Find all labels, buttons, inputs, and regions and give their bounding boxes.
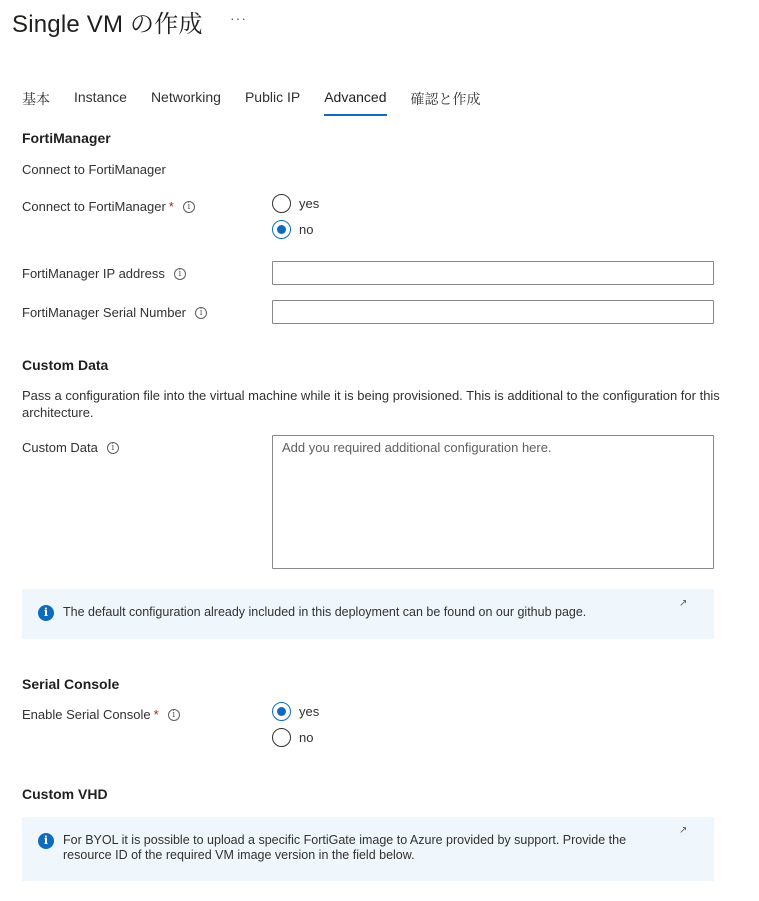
serial-console-yes-radio[interactable] [272, 702, 319, 721]
tab-review-create[interactable]: 確認と作成 [410, 91, 481, 107]
fortimanager-serial-label-text: FortiManager Serial Number [22, 305, 187, 320]
serial-console-no-radio[interactable] [272, 728, 313, 747]
connect-fortimanager-label-text: Connect to FortiManager [22, 199, 166, 214]
custom-vhd-info-text: For BYOL it is possible to upload a specific FortiGate image to Azure provided by support. Provide the resource ID of the required VM image version in the field below. [63, 833, 627, 862]
fortimanager-ip-label [22, 266, 186, 281]
required-asterisk: * [153, 707, 159, 722]
fortimanager-ip-input[interactable] [272, 261, 714, 285]
fortimanager-subtext: Connect to FortiManager [22, 162, 166, 177]
enable-serial-console-label-text: Enable Serial Console [22, 707, 151, 722]
info-icon[interactable]: i [195, 307, 207, 319]
info-icon[interactable]: i [107, 442, 119, 454]
radio-label-no: no [299, 222, 314, 237]
fortimanager-ip-label-text: FortiManager IP address [22, 266, 165, 281]
custom-data-placeholder: Add you required additional configuration here. [282, 440, 552, 455]
ellipsis-icon[interactable]: ··· [230, 10, 247, 26]
custom-data-info-text: The default configuration already included in this deployment can be found on our github page. [63, 605, 587, 619]
connect-fortimanager-yes-radio[interactable] [272, 194, 319, 213]
custom-data-description: Pass a configuration file into the virtual machine while it is being provisioned. This is additional to the configuration for this architecture. [22, 388, 720, 420]
required-asterisk: * [168, 199, 174, 214]
radio-circle-no[interactable] [272, 220, 291, 239]
custom-data-infobox [22, 589, 714, 639]
info-icon: i [38, 833, 54, 849]
tab-instance[interactable]: Instance [74, 89, 127, 105]
external-link-icon[interactable]: ↗ [679, 825, 688, 836]
serial-console-heading: Serial Console [22, 676, 120, 692]
custom-vhd-heading: Custom VHD [22, 786, 108, 802]
info-icon[interactable]: i [183, 201, 195, 213]
radio-label-no: no [299, 730, 314, 745]
info-icon: i [38, 605, 54, 621]
enable-serial-console-label [22, 707, 180, 722]
tab-advanced[interactable]: Advanced [324, 89, 386, 116]
fortimanager-serial-input[interactable] [272, 300, 714, 324]
tab-networking[interactable]: Networking [150, 89, 221, 105]
radio-circle-yes[interactable] [272, 702, 291, 721]
radio-circle-no[interactable] [272, 728, 291, 747]
external-link-icon[interactable]: ↗ [679, 598, 688, 609]
tab-bar [22, 89, 505, 116]
fortimanager-serial-label [22, 305, 207, 320]
custom-vhd-infobox [22, 817, 714, 881]
custom-data-textarea[interactable] [272, 435, 714, 569]
custom-data-heading: Custom Data [22, 357, 109, 373]
custom-data-label-text: Custom Data [22, 440, 98, 455]
connect-fortimanager-label [22, 199, 195, 214]
tab-public-ip[interactable]: Public IP [244, 89, 301, 105]
connect-fortimanager-no-radio[interactable] [272, 220, 313, 239]
tab-basics[interactable]: 基本 [22, 91, 50, 107]
radio-label-yes: yes [299, 704, 320, 719]
custom-data-label [22, 440, 119, 455]
page-title: Single VM の作成 [12, 11, 203, 38]
info-icon[interactable]: i [174, 268, 186, 280]
fortimanager-heading: FortiManager [22, 130, 111, 146]
radio-circle-yes[interactable] [272, 194, 291, 213]
radio-label-yes: yes [299, 196, 320, 211]
info-icon[interactable]: i [168, 709, 180, 721]
